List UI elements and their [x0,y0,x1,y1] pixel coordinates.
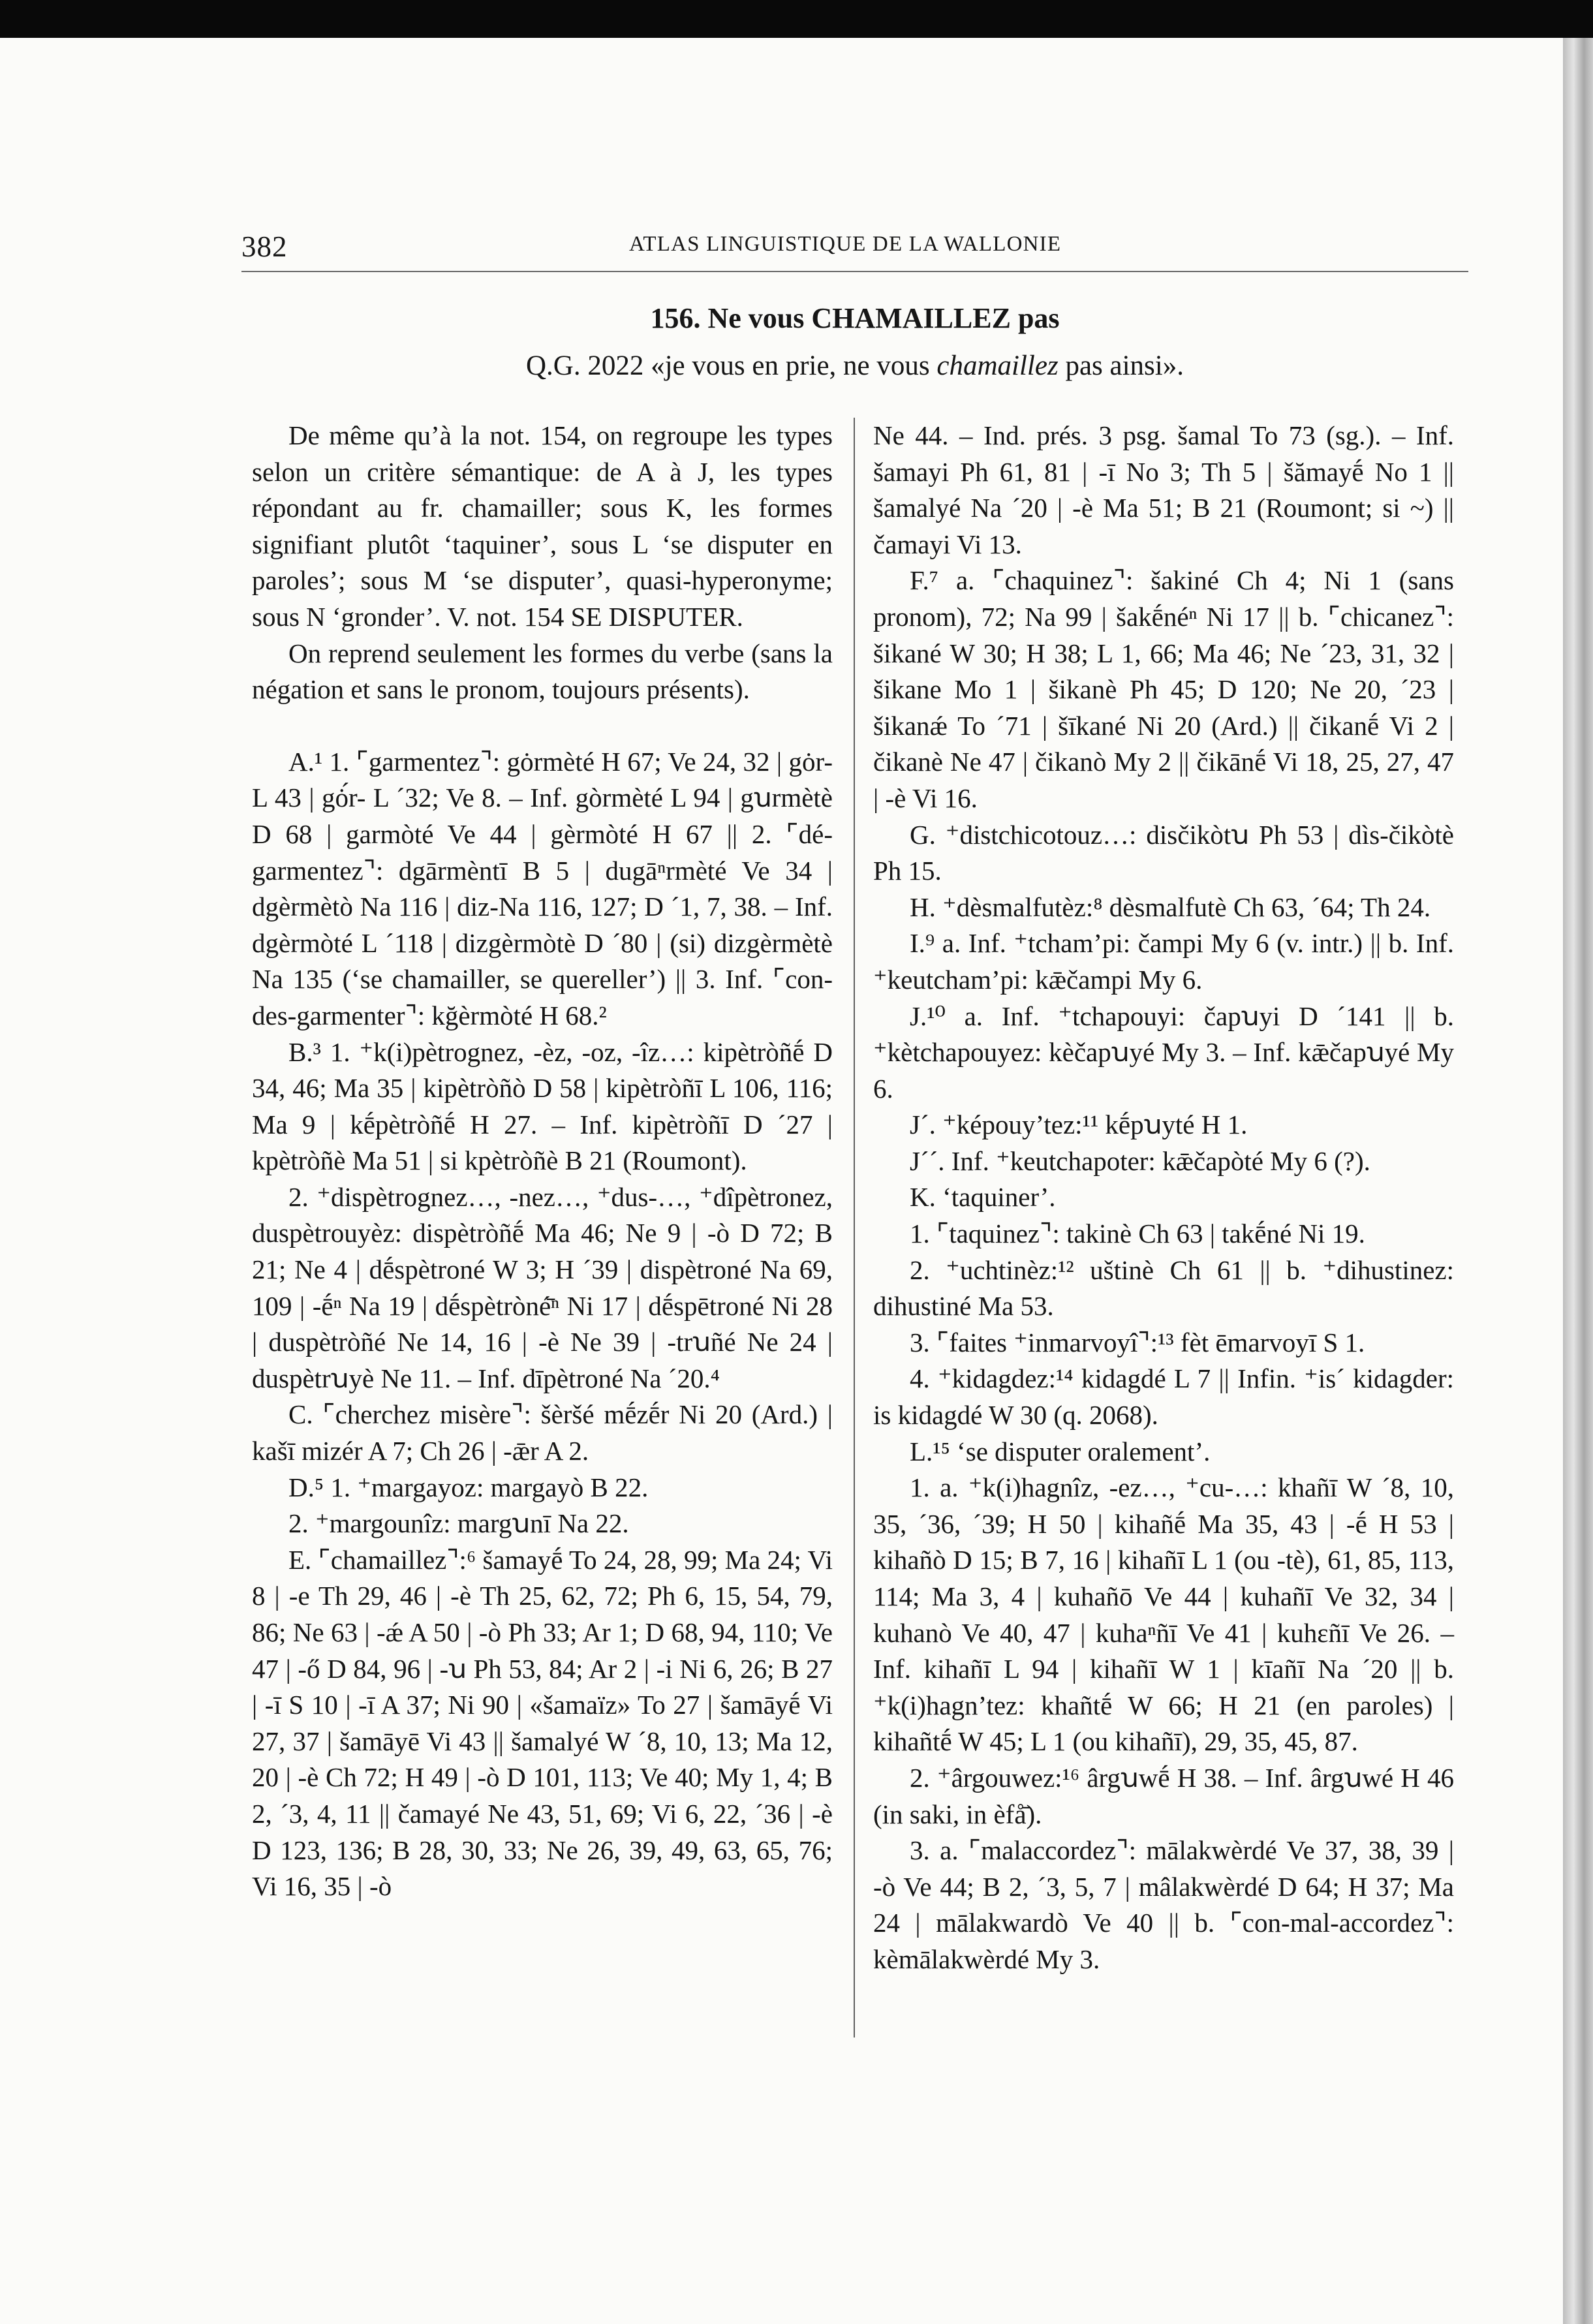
entry-j: J.¹⁰ a. Inf. ⁺tchapouyi: čapꭒyi D ´141 || b. ⁺kètchapouyez: kèčapꭒyé My 3. – Inf. kǣčapꭒyé My 6. [873,1000,1454,1104]
entry-b2: 2. ⁺dispètrognez…, -nez…, ⁺dus-…, ⁺dîpètronez, duspètrouyèz: dispètròñḗ Ma 46; Ne 9 | -ò D 72; B 21; Ne 4 | dḗspètroné W 3; H ´39 | dispètroné Na 69, 109 | -ḗⁿ Na 19 | dḗspètròné̄ⁿ Ni 17 | dḗspētroné Ni 28 | duspètròñé Ne 14, 16 | -è Ne 39 | -trꭒñé Ne 24 | duspètrꭒyè Ne 11. – Inf. dīpètroné Na ´20.⁴ [252,1181,833,1393]
question-suffix: pas ainsi». [1058,350,1184,381]
entry-k2: 2. ⁺uchtinèz:¹² uštinè Ch 61 || b. ⁺dihustinez: dihustiné Ma 53. [873,1254,1454,1322]
entry-a: A.¹ 1. ⌜garmentez⌝: gȯrmèté H 67; Ve 24, 32 | gȯr- L 43 | gȯ́r- L ´32; Ve 8. – Inf. gòrmèté L 94 | gꭒrmètè D 68 | garmòté Ve 44 | gèrmòté H 67 || 2. ⌜dé-garmentez⌝: dgārmèntī B 5 | dugāⁿrmèté Ve 34 | dgèrmètò Na 116 | diz-Na 116, 127; D ´1, 7, 38. – Inf. dgèrmòté L ´118 | dizgèrmòtè D ´80 | (si) dizgèrmètè Na 135 (‘se chamailler, se quereller’) || 3. Inf. ⌜con-des-garmenter⌝: kğèrmòté H 68.² [252,746,833,1030]
entry-c: C. ⌜cherchez misère⌝: šèršé mḗzḗr Ni 20 (Ard.) | kašī mizér A 7; Ch 26 | -ǣr A 2. [252,1399,833,1466]
book-page-edge [1563,38,1593,2324]
entry-k3: 3. ⌜faites ⁺inmarvoyî⌝:¹³ fèt ēmarvoyī S 1. [910,1327,1365,1357]
entry-d1: D.⁵ 1. ⁺margayoz: margayò B 22. [288,1472,649,1502]
column-divider [854,418,855,2037]
entry-k1: 1. ⌜taquinez⌝: takinè Ch 63 | takḗné Ni 19. [910,1218,1365,1249]
entry-l2: 2. ⁺ârgouwez:¹⁶ ârgꭒwḗ H 38. – Inf. ârgꭒwé H 46 (in saki, in èfå̄). [873,1762,1454,1829]
entry-h: H. ⁺dèsmalfutèz:⁸ dèsmalfutè Ch 63, ´64; Th 24. [910,891,1431,922]
scan-top-border [0,0,1593,38]
entry-f: F.⁷ a. ⌜chaquinez⌝: šakiné Ch 4; Ni 1 (sans pronom), 72; Na 99 | šakḗnéⁿ Ni 17 || b. ⌜chicanez⌝: šikané W 30; H 38; L 1, 66; Ma 46; Ne ´23, 31, 32 | šikane Mo 1 | šikanè Ph 45; D 120; Ne 20, ´23 | šikanǽ To ´71 | šīkané Ni 20 (Ard.) || čikanḗ Vi 2 | čikanè Ne 47 | čikanò My 2 || čikānḗ Vi 18, 25, 27, 47 | -è Vi 16. [873,565,1454,813]
entry-e: E. ⌜chamaillez⌝:⁶ šamayḗ To 24, 28, 99; Ma 24; Vi 8 | -e Th 29, 46 | -è Th 25, 62, 72; Ph 6, 15, 54, 79, 86; Ne 63 | -ǽ A 50 | -ò Ph 33; Ar 1; D 68, 94, 110; Ve 47 | -ő D 84, 96 | -ꭒ Ph 53, 84; Ar 2 | -i Ni 6, 26; B 27 | -ī S 10 | -ī A 37; Ni 90 | «šamaïz» To 27 | šamāyḗ Vi 27, 37 | šamāyē Vi 43 || šamalyé W ´8, 10, 13; Ma 12, 20 | -è Ch 72; H 49 | -ò D 101, 113; Ve 40; My 1, 4; B 2, ´3, 4, 11 || čamayé Ne 43, 51, 69; Vi 6, 22, ´36 | -è D 123, 136; B 28, 30, 33; Ne 26, 39, 49, 63, 65, 76; Vi 16, 35 | -ò [252,1544,833,1902]
running-title: ATLAS LINGUISTIQUE DE LA WALLONIE [629,232,1062,256]
entry-g: G. ⁺distchicotouz…: disčikòtꭒ Ph 53 | dìs-čikòtè Ph 15. [873,819,1454,886]
entry-d2: 2. ⁺margounîz: margꭒnī Na 22. [288,1508,629,1539]
entry-k4: 4. ⁺kidagdez:¹⁴ kidagdé L 7 || Infin. ⁺is´ kidagder: is kidagdé W 30 (q. 2068). [873,1363,1454,1431]
question-prefix: Q.G. 2022 «je vous en prie, ne vous [526,350,937,381]
entry-b1: B.³ 1. ⁺k(i)pètrognez, -èz, -oz, -îz…: kipètròñḗ D 34, 46; Ma 35 | kipètròñò D 58 | kipètròñī L 106, 116; Ma 9 | kḗpètròñḗ H 27. – Inf. kipètròñī D ´27 | kpètròñè Ma 51 | si kpètròñè B 21 (Roumont). [252,1036,833,1176]
entry-j-prime: J´. ⁺képouy’tez:¹¹ kḗpꭒyté H 1. [910,1109,1248,1140]
intro-paragraph: De même qu’à la not. 154, on regroupe les types selon un critère sémantique: de A à J, les types répondant au fr. chamailler; sous K, les formes signifiant plutôt ‘taquiner’, sous L ‘se disputer en paroles’; sous M ‘se disputer’, quasi-hyperonyme; sous N ‘gronder’. V. not. 154 SE DISPUTER. [252,420,833,632]
entry-j-double-prime: J´´. Inf. ⁺keutchapoter: kǣčapòté My 6 (?). [910,1145,1370,1176]
intro-paragraph-2: On reprend seulement les formes du verbe (sans la négation et sans le pronom, toujours présents). [252,638,833,705]
question-verb: chamaillez [936,350,1059,381]
section-title: 156. Ne vous CHAMAILLEZ pas [650,302,1060,334]
entry-k: K. ‘taquiner’. [910,1182,1056,1213]
left-column [252,418,833,1905]
header-rule [241,271,1468,272]
entry-l1: 1. a. ⁺k(i)hagnîz, -ez…, ⁺cu-…: khañī W ´8, 10, 35, ´36, ´39; H 50 | kihañḗ Ma 35, 43 | -ḗ H 53 | kihañò D 15; B 7, 16 | kihañī L 1 (ou -tè), 61, 85, 113, 114; Ma 3, 4 | kuhañō Ve 44 | kuhañī Ve 32, 34 | kuhanò Ve 40, 47 | kuhaⁿñī Ve 41 | kuhɛñī Ve 26. – Inf. kihañī L 94 | kihañī W 1 | kīañī Na ´20 || b. ⁺k(i)hagn’tez: khañtḗ W 66; H 21 (en paroles) | kihañtḗ W 45; L 1 (ou kihañī), 29, 35, 45, 87. [873,1472,1454,1757]
page-number: 382 [241,230,288,263]
entry-i: I.⁹ a. Inf. ⁺tcham’pi: čampi My 6 (v. intr.) || b. Inf. ⁺keutcham’pi: kǣčampi My 6. [873,928,1454,995]
entry-l3: 3. a. ⌜malaccordez⌝: mālakwèrdé Ve 37, 38, 39 | -ò Ve 44; B 2, ´3, 5, 7 | mâlakwèrdé D 64; H 37; Ma 24 | mālakwardò Ve 40 || b. ⌜con-mal-accordez⌝: kèmālakwèrdé My 3. [873,1835,1454,1974]
section-question [241,350,1468,382]
entry-l: L.¹⁵ ‘se disputer oralement’. [910,1436,1211,1466]
entry-e-continued: Ne 44. – Ind. prés. 3 psg. šamal To 73 (sg.). – Inf. šamayi Ph 61, 81 | -ī No 3; Th 5 | šămayḗ No 1 || šamalyé Na ´20 | -è Ma 51; B 21 (Roumont; si ~) || čamayi Vi 13. [873,420,1454,559]
right-column [873,418,1454,1978]
